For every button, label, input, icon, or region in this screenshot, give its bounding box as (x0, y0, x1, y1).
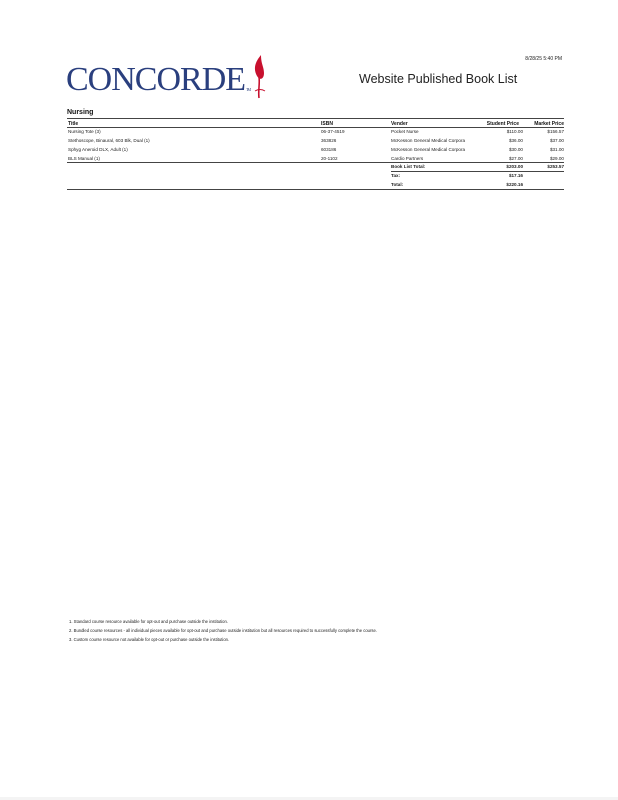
table-row-vendor: Pocket Nurse (391, 129, 419, 134)
rows-divider (67, 162, 564, 163)
table-row-market-price: $29.00 (549, 156, 564, 161)
table-row-student-price: $27.00 (508, 156, 523, 161)
book-list-total-label: Book List Total: (391, 164, 426, 169)
table-row-student-price: $36.00 (508, 138, 523, 143)
tax-student: $17.16 (508, 173, 523, 178)
col-header-student-price: Student Price (486, 121, 519, 127)
table-row-student-price: $110.00 (506, 129, 523, 134)
table-row-title: Nursing Tote (3) (68, 129, 101, 134)
section-divider (67, 118, 564, 119)
table-row-vendor: McKesson General Medical Corpora (391, 138, 466, 143)
report-timestamp: 8/28/25 5:40 PM (525, 56, 562, 62)
table-row-isbn: 363826 (321, 138, 337, 143)
table-row-title: Stethoscope, Binaural, 603 Blk, Dual (1) (68, 138, 150, 143)
tax-label: Tax: (391, 173, 401, 178)
footnote-2: 2. Bundled course resources - all individual pieces available for opt-out and purchase outside institution but all resources required to successfully complete the course. (69, 628, 377, 633)
table-row-vendor: Cardio Partners (391, 156, 424, 161)
col-header-isbn: ISBN (321, 121, 333, 127)
table-row-title: BLS Manual (1) (68, 156, 100, 161)
table-row-market-price: $156.57 (547, 129, 564, 134)
table-row-student-price: $30.00 (508, 147, 523, 152)
col-header-vendor: Vender (391, 121, 408, 127)
report-title: Website Published Book List (359, 72, 518, 86)
book-list-total-market: $253.57 (547, 164, 564, 169)
grand-total-label: Total: (391, 182, 404, 187)
header-divider (67, 127, 564, 128)
book-list-total-student: $203.00 (506, 164, 523, 169)
col-header-market-price: Market Price (534, 121, 564, 127)
grand-total-student: $220.16 (506, 182, 523, 187)
table-row-title: Sphyg Aneroid DLX, Adult (1) (68, 147, 128, 152)
col-header-title: Title (68, 121, 79, 127)
table-bottom-divider (67, 189, 564, 190)
footnote-1: 1. Standard course resource available for opt-out and purchase outside the institution. (69, 619, 228, 624)
table-row-isbn: 603186 (321, 147, 337, 152)
table-row-vendor: McKesson General Medical Corpora (391, 147, 466, 152)
totals-divider (391, 171, 564, 172)
table-row-isbn: 20-1102 (321, 156, 338, 161)
flame-icon (252, 54, 268, 100)
concorde-logo (66, 60, 268, 102)
table-row-market-price: $31.00 (549, 147, 564, 152)
section-title: Nursing (67, 109, 94, 116)
table-row-market-price: $37.00 (549, 138, 564, 143)
logo-wordmark: CONCORDE™ (66, 61, 251, 98)
logo-trademark: TM (246, 87, 251, 92)
table-row-isbn: 06-37-4519 (321, 129, 345, 134)
footnote-3: 3. Custom course resource not available for opt-out or purchase outside the institution. (69, 637, 230, 642)
